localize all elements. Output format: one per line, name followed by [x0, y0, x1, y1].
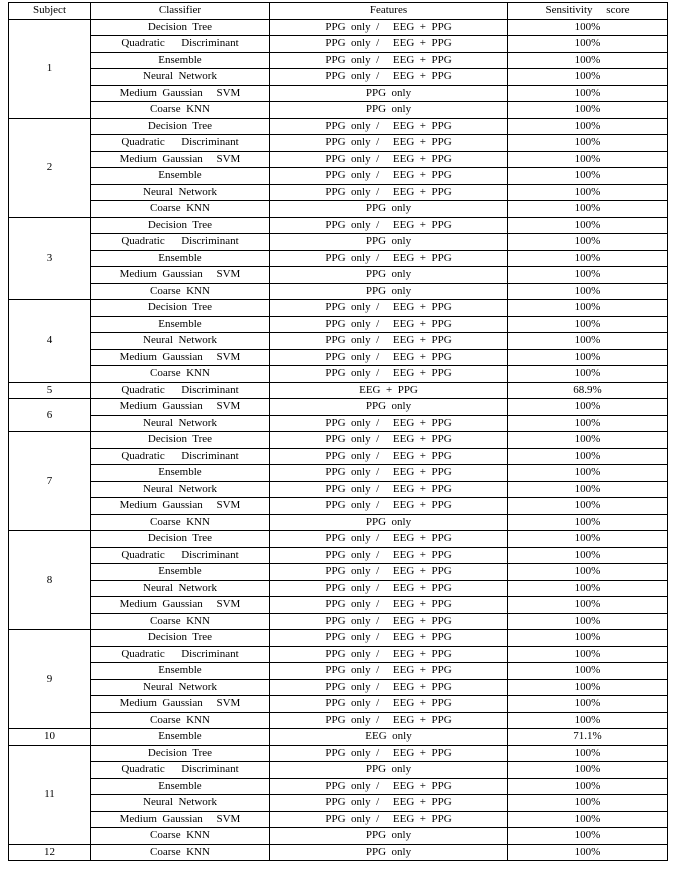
sensitivity-cell: 100% — [508, 597, 668, 614]
table-row — [9, 415, 668, 432]
features-cell: PPG only / EEG + PPG — [270, 613, 508, 630]
features-cell: PPG only — [270, 514, 508, 531]
classifier-cell: Neural Network — [91, 679, 270, 696]
classifier-cell: Quadratic Discriminant — [91, 762, 270, 779]
features-cell: PPG only / EEG + PPG — [270, 696, 508, 713]
features-cell: PPG only / EEG + PPG — [270, 217, 508, 234]
sensitivity-cell: 100% — [508, 828, 668, 845]
classifier-cell: Medium Gaussian SVM — [91, 498, 270, 515]
classifier-cell: Coarse KNN — [91, 283, 270, 300]
features-cell: PPG only — [270, 828, 508, 845]
classifier-cell: Coarse KNN — [91, 844, 270, 861]
sensitivity-cell: 100% — [508, 646, 668, 663]
table-row — [9, 696, 668, 713]
table-row — [9, 646, 668, 663]
features-cell: PPG only / EEG + PPG — [270, 135, 508, 152]
sensitivity-cell: 100% — [508, 547, 668, 564]
sensitivity-cell: 100% — [508, 184, 668, 201]
features-cell: EEG + PPG — [270, 382, 508, 399]
classifier-cell: Medium Gaussian SVM — [91, 151, 270, 168]
features-cell: PPG only / EEG + PPG — [270, 250, 508, 267]
header-subject: Subject — [9, 3, 91, 20]
features-cell: PPG only / EEG + PPG — [270, 184, 508, 201]
sensitivity-cell: 100% — [508, 52, 668, 69]
classifier-cell: Ensemble — [91, 168, 270, 185]
classifier-cell: Coarse KNN — [91, 613, 270, 630]
table-row — [9, 795, 668, 812]
table-row — [9, 514, 668, 531]
table-row — [9, 712, 668, 729]
sensitivity-cell: 68.9% — [508, 382, 668, 399]
sensitivity-cell: 100% — [508, 613, 668, 630]
table-row — [9, 382, 668, 399]
table-row — [9, 613, 668, 630]
sensitivity-cell: 100% — [508, 316, 668, 333]
table-row — [9, 465, 668, 482]
features-cell: PPG only / EEG + PPG — [270, 316, 508, 333]
table-row — [9, 234, 668, 251]
features-cell: PPG only / EEG + PPG — [270, 630, 508, 647]
classifier-cell: Ensemble — [91, 729, 270, 746]
table-row — [9, 762, 668, 779]
sensitivity-cell: 100% — [508, 712, 668, 729]
table-row — [9, 580, 668, 597]
table-row — [9, 828, 668, 845]
table-row — [9, 399, 668, 416]
header-features: Features — [270, 3, 508, 20]
classifier-cell: Decision Tree — [91, 118, 270, 135]
table-row — [9, 366, 668, 383]
table-row — [9, 135, 668, 152]
sensitivity-cell: 100% — [508, 168, 668, 185]
classifier-cell: Ensemble — [91, 316, 270, 333]
features-cell: PPG only / EEG + PPG — [270, 333, 508, 350]
sensitivity-cell: 100% — [508, 448, 668, 465]
subject-cell: 12 — [9, 844, 91, 861]
features-cell: PPG only / EEG + PPG — [270, 415, 508, 432]
sensitivity-cell: 100% — [508, 514, 668, 531]
features-cell: PPG only — [270, 267, 508, 284]
features-cell: PPG only / EEG + PPG — [270, 498, 508, 515]
sensitivity-cell: 100% — [508, 630, 668, 647]
sensitivity-cell: 100% — [508, 663, 668, 680]
subject-cell: 2 — [9, 118, 91, 217]
sensitivity-cell: 100% — [508, 696, 668, 713]
features-cell: PPG only / EEG + PPG — [270, 366, 508, 383]
classifier-cell: Decision Tree — [91, 19, 270, 36]
classifier-cell: Decision Tree — [91, 300, 270, 317]
table-row — [9, 729, 668, 746]
features-cell: PPG only / EEG + PPG — [270, 19, 508, 36]
header-row — [9, 3, 668, 20]
features-cell: PPG only / EEG + PPG — [270, 712, 508, 729]
classifier-cell: Coarse KNN — [91, 828, 270, 845]
sensitivity-cell: 100% — [508, 349, 668, 366]
features-cell: PPG only / EEG + PPG — [270, 580, 508, 597]
sensitivity-cell: 100% — [508, 19, 668, 36]
sensitivity-cell: 100% — [508, 283, 668, 300]
features-cell: PPG only / EEG + PPG — [270, 69, 508, 86]
features-cell: PPG only / EEG + PPG — [270, 36, 508, 53]
features-cell: PPG only / EEG + PPG — [270, 349, 508, 366]
classifier-cell: Ensemble — [91, 250, 270, 267]
features-cell: PPG only / EEG + PPG — [270, 679, 508, 696]
sensitivity-cell: 100% — [508, 36, 668, 53]
features-cell: PPG only / EEG + PPG — [270, 597, 508, 614]
sensitivity-cell: 100% — [508, 531, 668, 548]
results-table — [8, 2, 668, 861]
sensitivity-cell: 100% — [508, 366, 668, 383]
sensitivity-cell: 100% — [508, 102, 668, 119]
classifier-cell: Quadratic Discriminant — [91, 547, 270, 564]
table-row — [9, 679, 668, 696]
table-row — [9, 217, 668, 234]
classifier-cell: Decision Tree — [91, 531, 270, 548]
table-row — [9, 481, 668, 498]
features-cell: PPG only / EEG + PPG — [270, 118, 508, 135]
features-cell: PPG only / EEG + PPG — [270, 646, 508, 663]
sensitivity-cell: 100% — [508, 679, 668, 696]
features-cell: PPG only — [270, 201, 508, 218]
subject-cell: 3 — [9, 217, 91, 300]
features-cell: PPG only — [270, 234, 508, 251]
classifier-cell: Coarse KNN — [91, 102, 270, 119]
sensitivity-cell: 100% — [508, 415, 668, 432]
sensitivity-cell: 100% — [508, 432, 668, 449]
table-row — [9, 448, 668, 465]
table-row — [9, 36, 668, 53]
sensitivity-cell: 100% — [508, 217, 668, 234]
features-cell: PPG only — [270, 399, 508, 416]
classifier-cell: Coarse KNN — [91, 712, 270, 729]
classifier-cell: Neural Network — [91, 580, 270, 597]
classifier-cell: Neural Network — [91, 415, 270, 432]
table-row — [9, 52, 668, 69]
classifier-cell: Decision Tree — [91, 630, 270, 647]
classifier-cell: Quadratic Discriminant — [91, 382, 270, 399]
classifier-cell: Decision Tree — [91, 217, 270, 234]
classifier-cell: Medium Gaussian SVM — [91, 597, 270, 614]
features-cell: PPG only / EEG + PPG — [270, 811, 508, 828]
subject-cell: 9 — [9, 630, 91, 729]
sensitivity-cell: 100% — [508, 151, 668, 168]
header-sensitivity: Sensitivity score — [508, 3, 668, 20]
table-row — [9, 69, 668, 86]
features-cell: PPG only / EEG + PPG — [270, 778, 508, 795]
table-row — [9, 630, 668, 647]
sensitivity-cell: 100% — [508, 778, 668, 795]
subject-cell: 1 — [9, 19, 91, 118]
table-row — [9, 102, 668, 119]
features-cell: PPG only / EEG + PPG — [270, 795, 508, 812]
features-cell: PPG only / EEG + PPG — [270, 168, 508, 185]
table-row — [9, 564, 668, 581]
sensitivity-cell: 100% — [508, 844, 668, 861]
table-row — [9, 118, 668, 135]
classifier-cell: Neural Network — [91, 333, 270, 350]
subject-cell: 5 — [9, 382, 91, 399]
table-row — [9, 498, 668, 515]
table-row — [9, 85, 668, 102]
table-row — [9, 844, 668, 861]
features-cell: PPG only / EEG + PPG — [270, 481, 508, 498]
table-row — [9, 547, 668, 564]
classifier-cell: Decision Tree — [91, 432, 270, 449]
features-cell: PPG only / EEG + PPG — [270, 663, 508, 680]
sensitivity-cell: 100% — [508, 795, 668, 812]
features-cell: PPG only / EEG + PPG — [270, 432, 508, 449]
classifier-cell: Quadratic Discriminant — [91, 448, 270, 465]
classifier-cell: Neural Network — [91, 69, 270, 86]
sensitivity-cell: 100% — [508, 118, 668, 135]
features-cell: PPG only — [270, 283, 508, 300]
classifier-cell: Decision Tree — [91, 745, 270, 762]
features-cell: PPG only / EEG + PPG — [270, 547, 508, 564]
subject-cell: 6 — [9, 399, 91, 432]
classifier-cell: Ensemble — [91, 465, 270, 482]
classifier-cell: Ensemble — [91, 663, 270, 680]
table-row — [9, 811, 668, 828]
sensitivity-cell: 100% — [508, 85, 668, 102]
table-row — [9, 531, 668, 548]
table-row — [9, 168, 668, 185]
classifier-cell: Medium Gaussian SVM — [91, 267, 270, 284]
subject-cell: 4 — [9, 300, 91, 383]
table-row — [9, 19, 668, 36]
subject-cell: 7 — [9, 432, 91, 531]
classifier-cell: Neural Network — [91, 481, 270, 498]
classifier-cell: Coarse KNN — [91, 366, 270, 383]
results-table-container — [8, 2, 668, 861]
classifier-cell: Quadratic Discriminant — [91, 135, 270, 152]
table-row — [9, 349, 668, 366]
classifier-cell: Ensemble — [91, 52, 270, 69]
sensitivity-cell: 100% — [508, 69, 668, 86]
table-row — [9, 778, 668, 795]
table-body — [9, 19, 668, 861]
features-cell: PPG only / EEG + PPG — [270, 745, 508, 762]
sensitivity-cell: 100% — [508, 135, 668, 152]
subject-cell: 10 — [9, 729, 91, 746]
features-cell: PPG only / EEG + PPG — [270, 300, 508, 317]
classifier-cell: Medium Gaussian SVM — [91, 696, 270, 713]
classifier-cell: Medium Gaussian SVM — [91, 399, 270, 416]
sensitivity-cell: 100% — [508, 300, 668, 317]
table-row — [9, 432, 668, 449]
table-row — [9, 597, 668, 614]
features-cell: PPG only — [270, 762, 508, 779]
sensitivity-cell: 100% — [508, 250, 668, 267]
classifier-cell: Ensemble — [91, 564, 270, 581]
classifier-cell: Ensemble — [91, 778, 270, 795]
sensitivity-cell: 100% — [508, 564, 668, 581]
table-row — [9, 283, 668, 300]
sensitivity-cell: 100% — [508, 267, 668, 284]
subject-cell: 11 — [9, 745, 91, 844]
sensitivity-cell: 71.1% — [508, 729, 668, 746]
features-cell: PPG only / EEG + PPG — [270, 531, 508, 548]
sensitivity-cell: 100% — [508, 481, 668, 498]
classifier-cell: Medium Gaussian SVM — [91, 349, 270, 366]
table-row — [9, 184, 668, 201]
sensitivity-cell: 100% — [508, 762, 668, 779]
sensitivity-cell: 100% — [508, 399, 668, 416]
table-row — [9, 745, 668, 762]
features-cell: PPG only / EEG + PPG — [270, 151, 508, 168]
table-row — [9, 300, 668, 317]
features-cell: PPG only / EEG + PPG — [270, 52, 508, 69]
table-row — [9, 250, 668, 267]
table-row — [9, 201, 668, 218]
sensitivity-cell: 100% — [508, 465, 668, 482]
classifier-cell: Quadratic Discriminant — [91, 36, 270, 53]
classifier-cell: Neural Network — [91, 795, 270, 812]
features-cell: PPG only — [270, 85, 508, 102]
sensitivity-cell: 100% — [508, 333, 668, 350]
features-cell: PPG only / EEG + PPG — [270, 465, 508, 482]
table-row — [9, 267, 668, 284]
sensitivity-cell: 100% — [508, 745, 668, 762]
table-row — [9, 663, 668, 680]
classifier-cell: Medium Gaussian SVM — [91, 85, 270, 102]
features-cell: PPG only / EEG + PPG — [270, 448, 508, 465]
table-row — [9, 151, 668, 168]
sensitivity-cell: 100% — [508, 811, 668, 828]
features-cell: PPG only / EEG + PPG — [270, 564, 508, 581]
sensitivity-cell: 100% — [508, 201, 668, 218]
sensitivity-cell: 100% — [508, 234, 668, 251]
classifier-cell: Coarse KNN — [91, 201, 270, 218]
sensitivity-cell: 100% — [508, 580, 668, 597]
classifier-cell: Coarse KNN — [91, 514, 270, 531]
header-classifier: Classifier — [91, 3, 270, 20]
classifier-cell: Quadratic Discriminant — [91, 234, 270, 251]
table-row — [9, 333, 668, 350]
table-row — [9, 316, 668, 333]
subject-cell: 8 — [9, 531, 91, 630]
features-cell: PPG only — [270, 102, 508, 119]
classifier-cell: Medium Gaussian SVM — [91, 811, 270, 828]
features-cell: PPG only — [270, 844, 508, 861]
classifier-cell: Quadratic Discriminant — [91, 646, 270, 663]
sensitivity-cell: 100% — [508, 498, 668, 515]
features-cell: EEG only — [270, 729, 508, 746]
classifier-cell: Neural Network — [91, 184, 270, 201]
